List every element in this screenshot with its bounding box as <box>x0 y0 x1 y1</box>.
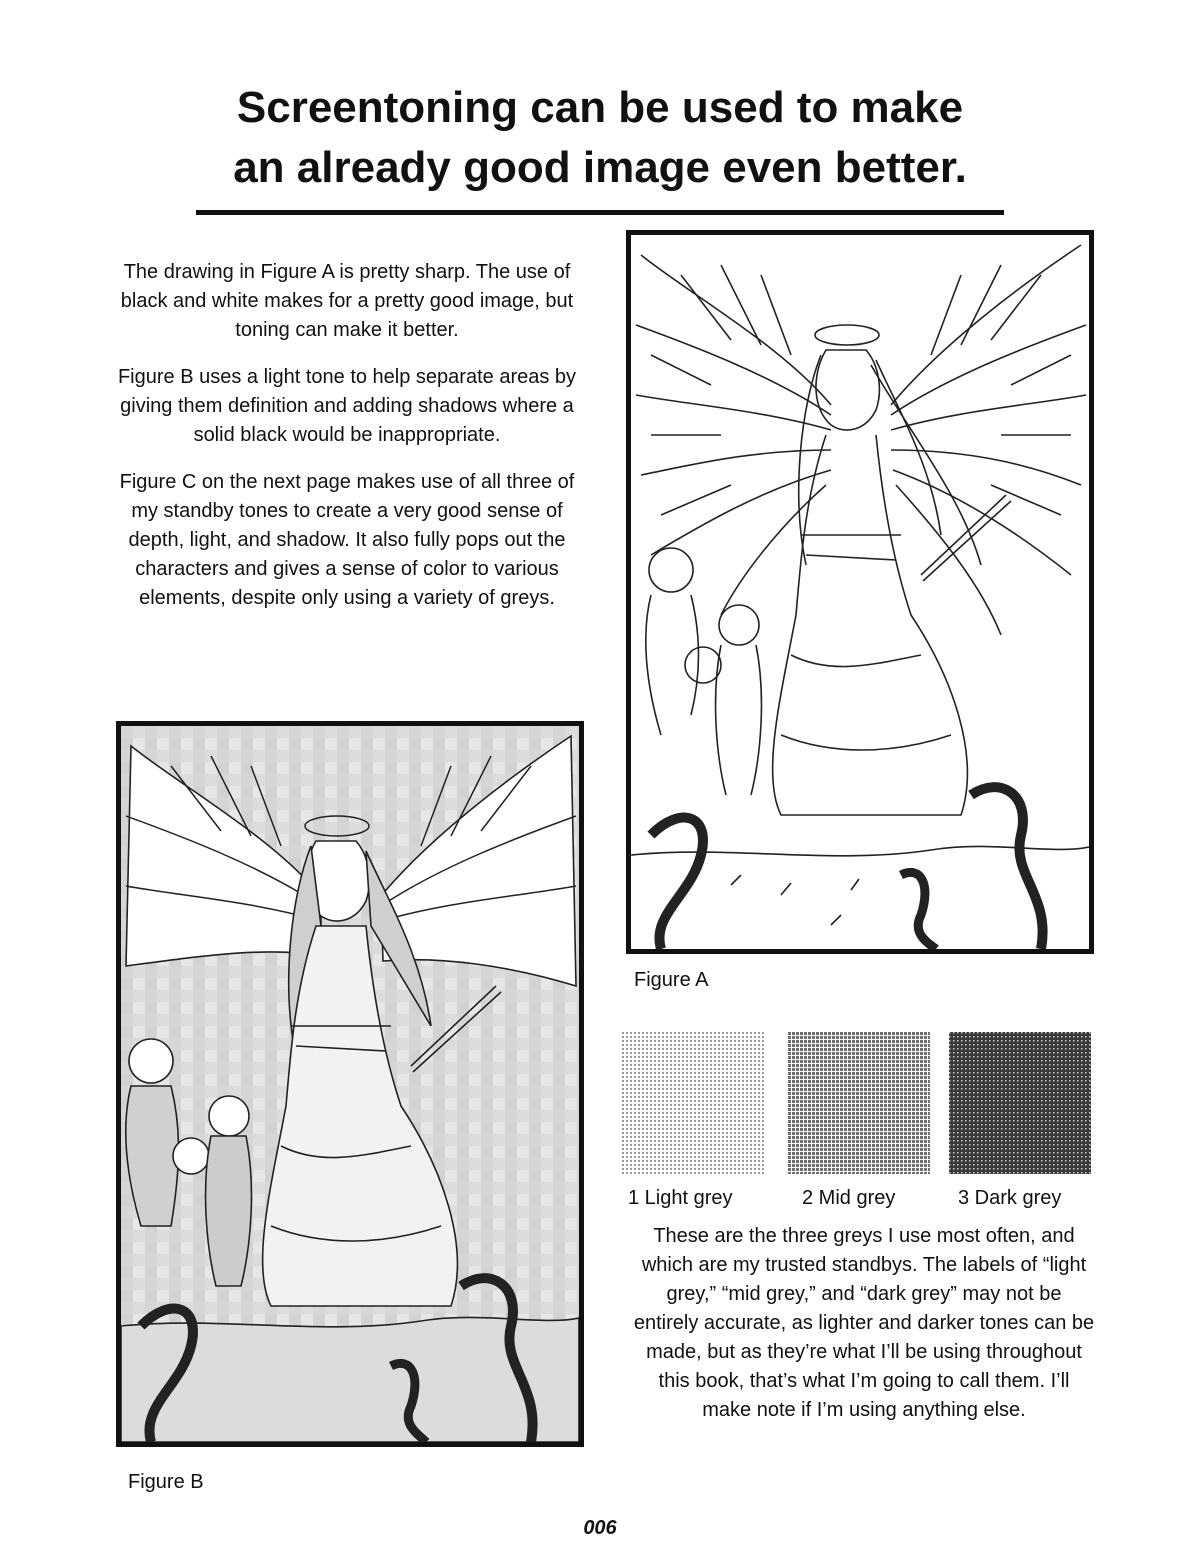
light-grey-label: 1 Light grey <box>628 1187 733 1209</box>
light-grey-swatch <box>622 1032 764 1174</box>
title-line-2: an already good image even better. <box>233 143 967 192</box>
intro-paragraph-3: Figure C on the next page makes use of all three of my standby tones to create a very good sense of depth, light, and shadow. It also fully pops out the characters and gives a sense of color to various elements, despite only using a variety of greys. <box>119 471 575 609</box>
mid-grey-label: 2 Mid grey <box>802 1187 896 1209</box>
page-number: 006 <box>583 1517 617 1539</box>
page-title <box>100 78 1100 198</box>
title-line-1: Screentoning can be used to make <box>236 83 964 132</box>
intro-paragraph-2: Figure B uses a light tone to help separate areas by giving them definition and adding shadows where a solid black would be inappropriate. <box>117 366 577 446</box>
dark-grey-swatch <box>949 1032 1091 1174</box>
dark-grey-label: 3 Dark grey <box>958 1187 1062 1209</box>
angel-line-art-untoned <box>631 235 1089 949</box>
intro-text <box>108 258 586 631</box>
intro-paragraph-1: The drawing in Figure A is pretty sharp. The use of black and white makes for a pretty good image, but toning can make it better. <box>120 261 574 341</box>
angel-line-art-toned <box>121 726 579 1442</box>
mid-grey-swatch <box>788 1032 930 1174</box>
figure-b-illustration <box>116 721 584 1447</box>
figure-a-illustration <box>626 230 1094 954</box>
figure-a-caption: Figure A <box>634 969 709 991</box>
figure-b-caption: Figure B <box>128 1471 204 1493</box>
tone-explanation: These are the three greys I use most often, and which are my trusted standbys. The labels of “light grey,” “mid grey,” and “dark grey” may not be entirely accurate, as lighter and darker tones can be made, but as they’re what I’ll be using throughout this book, that’s what I’m going to call them. I’ll make note if I’m using anything else. <box>633 1225 1095 1421</box>
title-divider <box>196 210 1004 215</box>
